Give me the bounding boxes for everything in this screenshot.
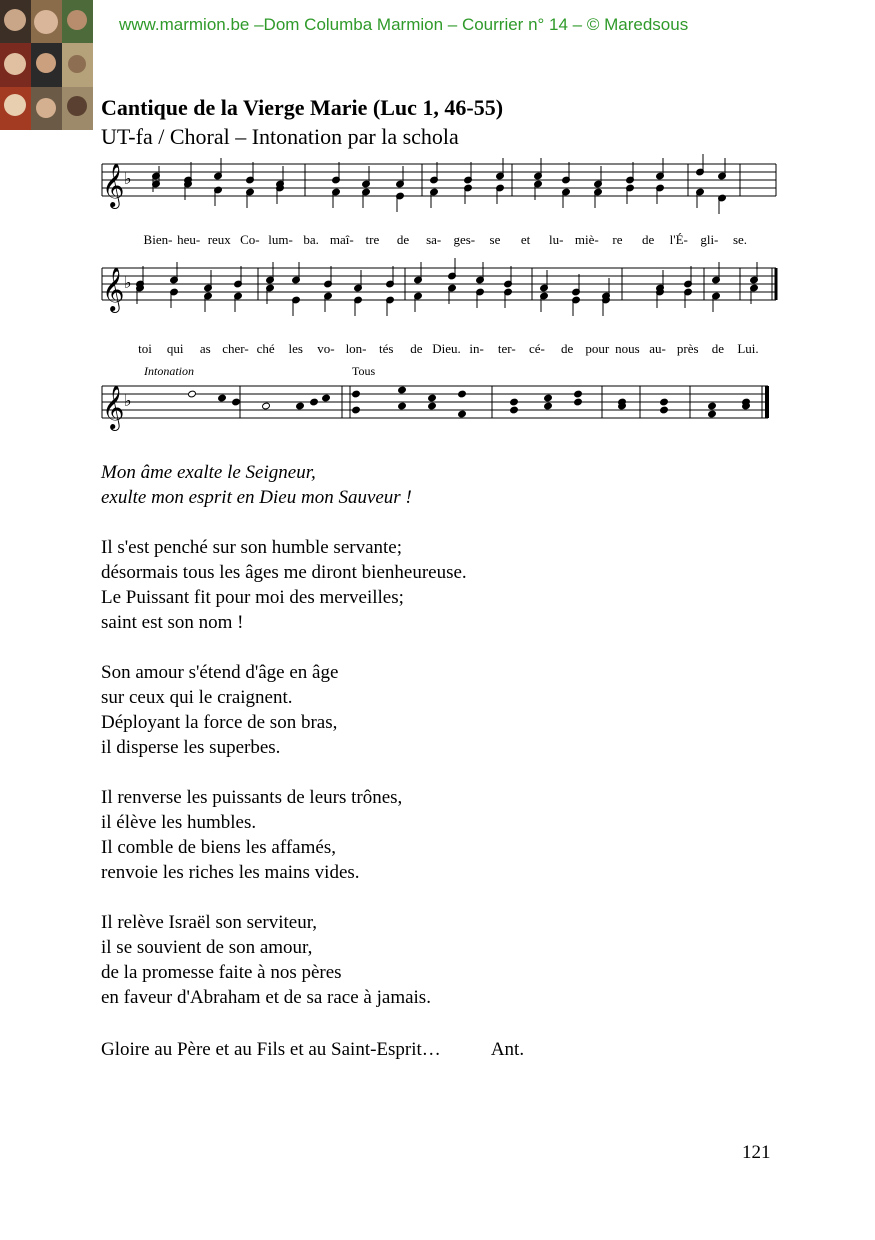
staff-line-1 — [102, 164, 776, 196]
stanza-line: Déployant la force de son bras, — [101, 712, 338, 733]
lyric-syllable: sa- — [426, 232, 442, 247]
lyric-syllable: re — [612, 232, 623, 247]
lyric-syllable: gli- — [700, 232, 719, 247]
lyric-syllable: les — [288, 341, 303, 356]
lyric-syllable: maî- — [329, 232, 354, 247]
note-head — [660, 406, 669, 414]
header-website-link[interactable]: www.marmion.be –Dom Columba Marmion – Courrier n° 14 – © Maredsous — [119, 15, 689, 34]
note-head — [458, 410, 467, 418]
stanza — [101, 460, 412, 510]
lyric-syllable: toi — [138, 341, 152, 356]
lyric-syllable: tés — [378, 341, 394, 356]
lyric-syllable: as — [199, 341, 211, 356]
lyric-syllable: de — [711, 341, 724, 356]
lyric-syllable: Co- — [240, 232, 260, 247]
stanza-line: de la promesse faite à nos pères — [101, 962, 342, 983]
lyric-syllable: vo- — [317, 341, 335, 356]
stanza — [101, 535, 467, 635]
note-head — [660, 398, 669, 406]
treble-clef-icon: 𝄞 — [102, 165, 125, 207]
lyric-syllable: Lui. — [737, 341, 759, 356]
note-head — [188, 390, 197, 398]
page-title: Cantique de la Vierge Marie (Luc 1, 46-55) — [101, 95, 504, 120]
note-head — [322, 394, 331, 402]
note-head — [574, 398, 583, 406]
note-head — [574, 390, 583, 398]
stanza-line: Il comble de biens les affamés, — [101, 837, 336, 858]
intonation-label: Intonation — [144, 364, 194, 378]
treble-clef-icon: 𝄞 — [102, 269, 125, 311]
lyric-syllable: près — [676, 341, 699, 356]
note-head — [296, 402, 305, 410]
note-head — [398, 386, 407, 394]
stanza-line: Il s'est penché sur son humble servante; — [101, 537, 403, 558]
stanza-line: exulte mon esprit en Dieu mon Sauveur ! — [101, 487, 412, 508]
lyric-syllable: Dieu. — [432, 341, 461, 356]
note-head — [544, 394, 553, 402]
lyric-syllable: ba. — [303, 232, 319, 247]
lyric-syllable: Bien- — [143, 232, 173, 247]
svg-text:♭: ♭ — [124, 393, 132, 410]
stanza-line: renvoie les riches les mains vides. — [101, 862, 360, 883]
note-head — [218, 394, 227, 402]
stanza-line: il disperse les superbes. — [101, 737, 281, 758]
music-score — [100, 150, 780, 435]
treble-clef-icon: 𝄞 — [102, 387, 125, 429]
staff-line-2 — [102, 268, 776, 300]
note-head — [428, 402, 437, 410]
lyric-syllable: lon- — [345, 341, 367, 356]
svg-text:♭: ♭ — [124, 171, 132, 188]
lyric-syllable: se. — [732, 232, 748, 247]
lyric-syllable: l'É- — [669, 232, 688, 247]
stanza-line: en faveur d'Abraham et de sa race à jamais. — [101, 987, 431, 1008]
lyric-syllable: tre — [365, 232, 380, 247]
lyric-syllable: de — [396, 232, 410, 247]
lyric-syllable: ter- — [497, 341, 516, 356]
stanza-line: Son amour s'étend d'âge en âge — [101, 662, 339, 683]
stanza-line: sur ceux qui le craignent. — [101, 687, 293, 708]
tous-label: Tous — [352, 364, 376, 378]
lyric-syllable: miè- — [574, 232, 599, 247]
note-head — [352, 406, 361, 414]
lyric-syllable: au- — [649, 341, 666, 356]
lyric-syllable: nous — [615, 341, 640, 356]
page-subtitle: UT-fa / Choral – Intonation par la schola — [101, 124, 459, 149]
lyric-syllable: cé- — [529, 341, 545, 356]
note-head — [458, 390, 467, 398]
antiphon-marker: Ant. — [490, 1039, 525, 1060]
note-head — [232, 398, 241, 406]
stanza — [101, 910, 431, 1010]
note-head — [352, 390, 361, 398]
doxology-line — [101, 1039, 524, 1061]
stanza — [101, 660, 338, 760]
stanza-line: il se souvient de son amour, — [101, 937, 313, 958]
lyric-syllable: in- — [469, 341, 484, 356]
note-head — [398, 402, 407, 410]
lyric-syllable: cher- — [222, 341, 249, 356]
lyric-syllable: qui — [166, 341, 184, 356]
lyric-syllable: reux — [207, 232, 231, 247]
lyric-syllable: de — [560, 341, 574, 356]
note-head — [310, 398, 319, 406]
stanza-line: désormais tous les âges me diront bienheureuse. — [101, 562, 467, 583]
lyric-syllable: se — [489, 232, 501, 247]
lyric-syllable: ché — [256, 341, 275, 356]
stanza-line: Mon âme exalte le Seigneur, — [101, 462, 316, 483]
note-head — [510, 406, 519, 414]
note-head — [708, 410, 717, 418]
page-number: 121 — [742, 1142, 771, 1163]
lyric-syllable: lu- — [548, 232, 564, 247]
doxology-text: Gloire au Père et au Fils et au Saint-Esprit… — [101, 1039, 441, 1060]
stanza-line: il élève les humbles. — [101, 812, 257, 833]
note-head — [708, 402, 717, 410]
lyric-syllable: heu- — [177, 232, 201, 247]
portrait-collage — [0, 0, 93, 130]
stanza-line: Il renverse les puissants de leurs trônes, — [101, 787, 403, 808]
lyric-syllable: lum- — [268, 232, 293, 247]
lyric-syllable: ges- — [453, 232, 476, 247]
lyric-syllable: de — [641, 232, 655, 247]
stanza-line: Le Puissant fit pour moi des merveilles; — [101, 587, 404, 608]
lyric-syllable: de — [410, 341, 423, 356]
svg-text:♭: ♭ — [124, 275, 132, 292]
stanza-line: saint est son nom ! — [101, 612, 244, 633]
stanza-line: Il relève Israël son serviteur, — [101, 912, 318, 933]
lyric-syllable: et — [520, 232, 531, 247]
stanza — [101, 785, 402, 885]
note-head — [428, 394, 437, 402]
note-head — [510, 398, 519, 406]
note-head — [544, 402, 553, 410]
note-head — [262, 402, 271, 410]
lyric-syllable: pour — [585, 341, 610, 356]
